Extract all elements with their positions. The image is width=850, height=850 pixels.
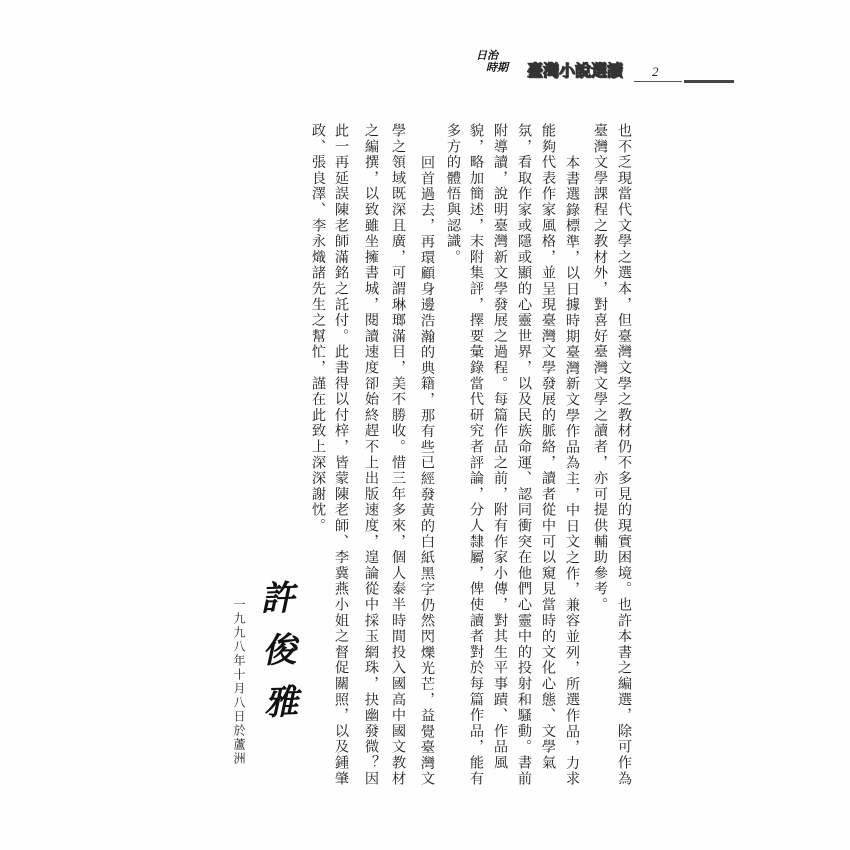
text-column-13: 政、張良澤、李永熾諸先生之幫忙，謹在此致上深深謝忱。 [310,123,326,534]
era-label-line2: 時期 [486,61,508,74]
text-column-8: 多方的體悟與認識。 [445,123,461,266]
text-column-6: 附導讀，說明臺灣新文學發展之過程。每篇作品之前，附有作家小傳，對其生平事蹟、作品風 [492,123,508,771]
text-column-5: 氛，看取作家或隱或顯的心靈世界，以及民族命運、認同衝突在他們心靈中的投射和騷動。書前 [516,123,532,787]
preface-body [306,123,636,787]
signature-date-place: 一九九八年十月八日於蘆洲 [232,598,246,766]
text-column-4: 能夠代表作家風格，並呈現臺灣文學發展的脈絡，讀者從中可以窺見當時的文化心態、文學氣 [540,123,556,771]
book-title: 臺灣小說選讀 [527,61,624,80]
text-column-1: 也不乏現當代文學之選本，但臺灣文學之教材仍不多見的現實困境。也許本書之編選，除可作為 [616,123,632,787]
page-number: 2 [652,64,659,79]
author-signature: 許俊雅 [253,579,299,737]
text-column-9: 回首過去，再環顧身邊浩瀚的典籍，那有些已經發黃的白紙黑字仍然閃爍光芒，益覺臺灣文 [419,155,435,787]
header-rule-thin [634,81,682,82]
running-header [476,50,736,86]
era-label [476,50,508,74]
text-column-10: 學之領域既深且廣，可謂琳瑯滿目，美不勝收。惜三年多來，個人泰半時間投入國高中國文教材 [390,123,406,787]
text-column-12: 此一再延誤陳老師滿銘之託付。此書得以付梓，皆蒙陳老師、李冀燕小姐之督促關照，以及鍾肇 [333,123,349,787]
text-column-7: 貌，略加簡述，末附集評，擇要彙錄當代研究者評論，分人隸屬，俾使讀者對於每篇作品，能有 [468,123,484,787]
header-rule-thick [684,80,734,83]
text-column-11: 之編撰，以致雖坐擁書城，閱讀速度卻始終趕不上出版速度，遑論從中採玉網珠，抉幽發微？因 [363,123,379,787]
era-label-line1: 日治 [476,49,498,62]
text-column-3: 本書選錄標準，以日據時期臺灣新文學作品為主，中日文之作，兼容並列，所選作品，力求 [564,155,580,787]
text-column-2: 臺灣文學課程之教材外，對喜好臺灣文學之讀者，亦可提供輔助參考。 [592,123,608,613]
